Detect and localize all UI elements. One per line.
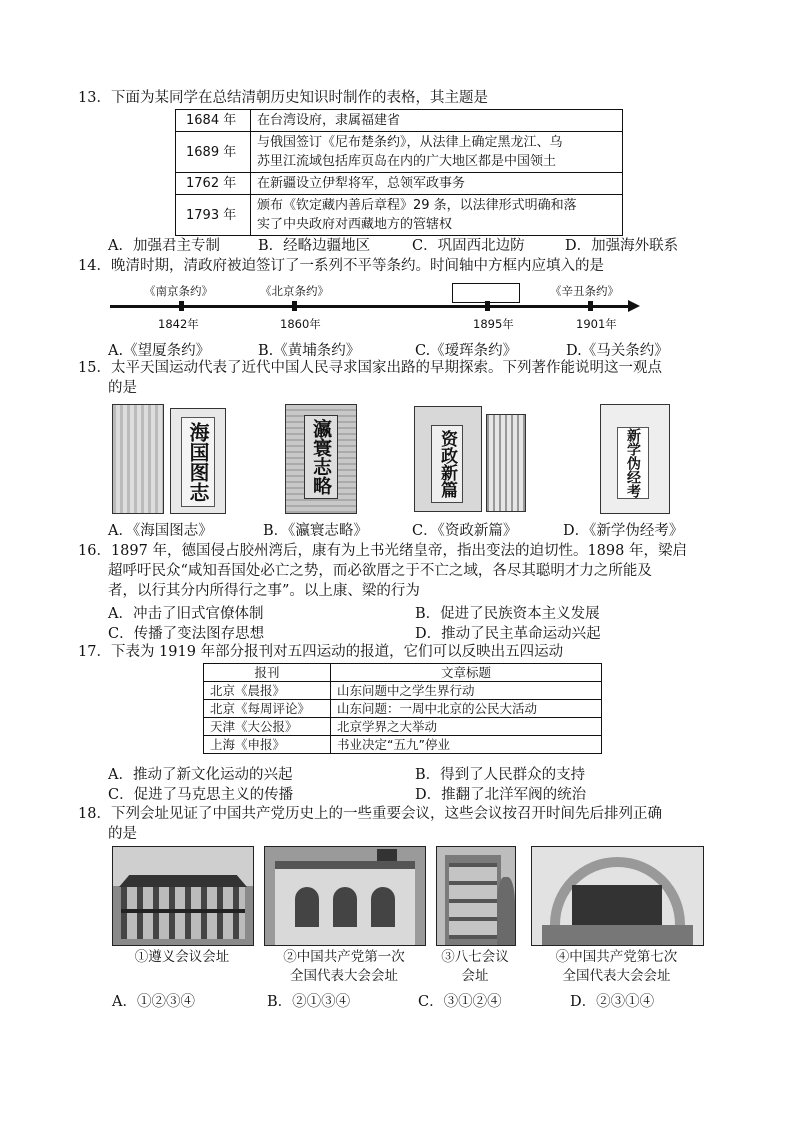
event-line: 实了中央政府对西藏地方的管辖权 <box>257 217 453 232</box>
table-row <box>176 132 623 173</box>
table-cell: 上海《申报》 <box>204 736 331 754</box>
timeline-treaty: 《北京条约》 <box>260 284 329 298</box>
photo-caption: ③八七会议 <box>441 949 509 965</box>
table-header: 文章标题 <box>331 664 602 682</box>
photo-caption: ④中国共产党第七次 <box>555 949 678 965</box>
table-row <box>176 173 623 195</box>
q15-option-d[interactable]: D．《新学伪经考》 <box>563 523 684 539</box>
q14-option-c[interactable]: C.《瑷珲条约》 <box>415 343 518 359</box>
table-cell: 北京学界之大举动 <box>331 718 602 736</box>
q14-option-b[interactable]: B.《黄埔条约》 <box>258 343 361 359</box>
timeline-year: 1901年 <box>576 317 617 331</box>
q16-stem: 者，以行其分内所得行之事”。以上康、梁的行为 <box>108 583 420 599</box>
q17-option-d[interactable]: D．推翻了北洋军阀的统治 <box>415 787 587 803</box>
table-row <box>204 718 602 736</box>
table-cell-year: 1793 年 <box>176 195 251 236</box>
q16-option-b[interactable]: B．促进了民族资本主义发展 <box>415 606 600 622</box>
q13-option-d[interactable]: D．加强海外联系 <box>565 238 679 254</box>
q18-option-c[interactable]: C．③①②④ <box>418 994 502 1010</box>
table-row <box>176 110 623 132</box>
book-title: 瀛寰志略 <box>304 415 338 499</box>
timeline-treaty: 《南京条约》 <box>144 284 213 298</box>
q16-stem: 超呼吁民众“咸知吾国处必亡之势，而必欲厝之于不亡之域，各尽其聪明才力之所能及 <box>108 563 652 579</box>
table-cell: 北京《晨报》 <box>204 682 331 700</box>
photo-first-congress-site <box>264 846 426 946</box>
q18-stem: 18．下列会址见证了中国共产党历史上的一些重要会议，这些会议按召开时间先后排列正确 <box>78 806 662 822</box>
book-title: 海国图志 <box>181 417 215 507</box>
q15-option-a[interactable]: A．《海国图志》 <box>108 523 213 539</box>
table-header-row <box>204 664 602 682</box>
q14-stem: 14．晚清时期，清政府被迫签订了一系列不平等条约。时间轴中方框内应填入的是 <box>78 258 604 274</box>
book-cover <box>600 404 670 514</box>
table-cell-year: 1689 年 <box>176 132 251 173</box>
table-cell: 天津《大公报》 <box>204 718 331 736</box>
book-page <box>112 404 164 514</box>
q15-option-b[interactable]: B．《瀛寰志略》 <box>263 523 368 539</box>
q17-stem: 17．下表为 1919 年部分报刊对五四运动的报道，它们可以反映出五四运动 <box>78 644 564 660</box>
book-page <box>486 414 526 512</box>
event-line: 苏里江流域包括库页岛在内的广大地区都是中国领土 <box>257 154 557 169</box>
q15-stem: 的是 <box>108 380 137 396</box>
book-cover <box>414 406 482 512</box>
timeline-tick <box>179 301 184 311</box>
photo-caption: ②中国共产党第一次 <box>283 949 405 965</box>
photo-caption: ①遵义会议会址 <box>134 949 230 965</box>
timeline-year: 1860年 <box>280 317 321 331</box>
table-cell: 山东问题：一周中北京的公民大活动 <box>331 700 602 718</box>
book-image-yinghuanzhilue <box>285 404 357 514</box>
q14-timeline <box>110 280 650 330</box>
timeline-treaty: 《辛丑条约》 <box>550 284 619 298</box>
q15-stem: 15．太平天国运动代表了近代中国人民寻求国家出路的早期探索。下列著作能说明这一观点 <box>78 360 662 376</box>
book-title: 资政新篇 <box>431 425 463 503</box>
q17-option-a[interactable]: A．推动了新文化运动的兴起 <box>108 767 293 783</box>
book-image-haiguotuzhi <box>112 404 226 514</box>
timeline-tick <box>292 301 297 311</box>
arrow-icon <box>628 300 640 312</box>
q13-option-b[interactable]: B．经略边疆地区 <box>258 238 371 254</box>
blank-answer-box <box>452 283 520 303</box>
table-cell: 山东问题中之学生界行动 <box>331 682 602 700</box>
timeline-year: 1895年 <box>473 317 514 331</box>
book-cover <box>170 408 226 514</box>
table-cell: 北京《每周评论》 <box>204 700 331 718</box>
table-row <box>176 195 623 236</box>
table-row <box>204 700 602 718</box>
q14-option-d[interactable]: D.《马关条约》 <box>566 343 669 359</box>
q17-table <box>203 663 602 754</box>
table-cell-year: 1684 年 <box>176 110 251 132</box>
q13-stem: 13．下面为某同学在总结清朝历史知识时制作的表格，其主题是 <box>78 90 488 106</box>
q16-option-a[interactable]: A．冲击了旧式官僚体制 <box>108 606 264 622</box>
timeline-tick <box>588 301 593 311</box>
table-cell: 书业决定“五九”停业 <box>331 736 602 754</box>
timeline-axis <box>110 305 630 308</box>
q13-option-a[interactable]: A．加强君主专制 <box>108 238 220 254</box>
photo-august-seventh-site <box>436 846 516 946</box>
q18-option-b[interactable]: B．②①③④ <box>267 994 351 1010</box>
q18-stem: 的是 <box>108 826 137 842</box>
table-cell-event <box>251 195 623 236</box>
q16-option-c[interactable]: C．传播了变法图存思想 <box>108 626 265 642</box>
table-header: 报刊 <box>204 664 331 682</box>
table-row <box>204 736 602 754</box>
photo-seventh-congress-site <box>531 846 704 946</box>
event-line: 与俄国签订《尼布楚条约》，从法律上确定黑龙江、乌 <box>257 135 563 150</box>
q17-option-c[interactable]: C．促进了马克思主义的传播 <box>108 787 294 803</box>
q16-stem: 16．1897 年，德国侵占胶州湾后，康有为上书光绪皇帝，指出变法的迫切性。1898 年，梁启 <box>78 543 687 559</box>
timeline-year: 1842年 <box>158 317 199 331</box>
table-cell-event: 在台湾设府，隶属福建省 <box>251 110 623 132</box>
photo-caption: 会址 <box>461 968 489 984</box>
table-cell-event: 在新疆设立伊犁将军，总领军政事务 <box>251 173 623 195</box>
book-title: 新学伪经考 <box>617 427 649 499</box>
event-line: 颁布《钦定藏内善后章程》29 条，以法律形式明确和落 <box>257 198 577 213</box>
table-row <box>204 682 602 700</box>
q15-option-c[interactable]: C．《资政新篇》 <box>412 523 518 539</box>
photo-caption: 全国代表大会会址 <box>290 968 398 984</box>
photo-zunyi-site <box>112 846 254 946</box>
table-cell-year: 1762 年 <box>176 173 251 195</box>
photo-caption: 全国代表大会会址 <box>562 968 671 984</box>
q13-table <box>175 109 623 236</box>
q13-option-c[interactable]: C．巩固西北边防 <box>412 238 525 254</box>
q16-option-d[interactable]: D．推动了民主革命运动兴起 <box>415 626 601 642</box>
book-cover <box>285 404 357 514</box>
book-image-zizhengxinpian <box>414 404 526 514</box>
q18-option-d[interactable]: D．②③①④ <box>570 994 655 1010</box>
q14-option-a[interactable]: A.《望厦条约》 <box>108 343 211 359</box>
book-image-xinxueweijingkao <box>600 404 670 514</box>
q18-option-a[interactable]: A．①②③④ <box>112 994 195 1010</box>
q17-option-b[interactable]: B．得到了人民群众的支持 <box>415 767 586 783</box>
table-cell-event <box>251 132 623 173</box>
